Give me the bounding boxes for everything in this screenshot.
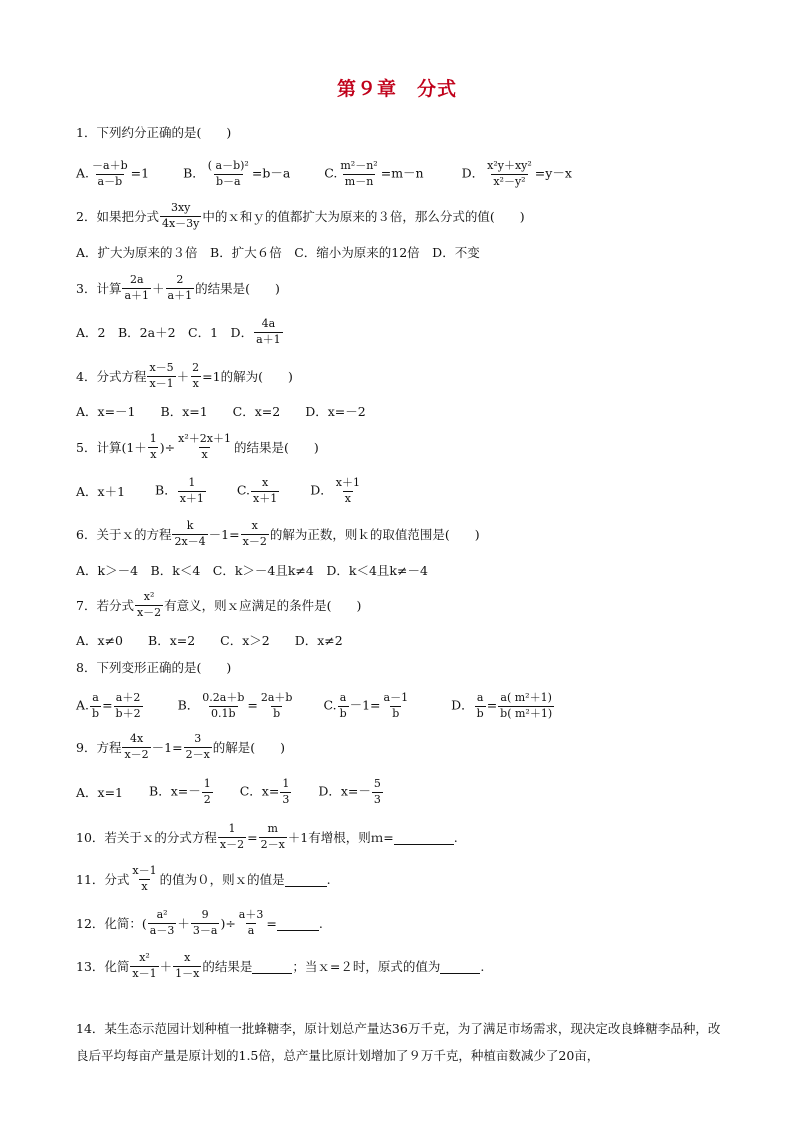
fraction [114, 692, 143, 720]
numerator: a [92, 690, 99, 704]
fraction [254, 318, 283, 346]
question-11-stem: 11．分式 $\frac{x-1}{x}$ 的值为０，则ｘ的值是 . [76, 863, 331, 893]
numerator: x²y＋xy² [487, 158, 532, 172]
fraction [173, 952, 201, 980]
fraction [122, 274, 151, 302]
question-13-stem: 13．化简 $\frac{\text{x²}}{x-1}$ ＋ $\frac{x}{1-x}$ 的结果是 ；当ｘ=２时，原式的值为 . [76, 950, 485, 980]
numerator: m²－n² [340, 158, 378, 172]
question-3-stem: 3．计算 $\frac{2a}{a+1}$ ＋ $\frac{2}{a+1}$ 的结果是( ) [76, 272, 280, 302]
fraction [382, 692, 411, 720]
numerator: 2 [192, 360, 200, 374]
fraction [147, 362, 175, 390]
denominator: a＋1 [256, 332, 281, 346]
numerator: 2 [176, 272, 184, 286]
numerator: 5 [373, 776, 381, 790]
denominator: x－1 [149, 376, 174, 390]
denominator: x＋1 [179, 491, 204, 505]
numerator: 1 [149, 431, 157, 445]
fraction [135, 591, 163, 619]
fraction [190, 362, 201, 390]
fraction [184, 733, 212, 761]
fraction [166, 274, 195, 302]
numerator: 2a＋b [260, 690, 293, 704]
denominator: x＋1 [253, 491, 278, 505]
fraction [172, 520, 207, 548]
fraction [280, 778, 291, 806]
question-5-options: A．x＋1 B． $\frac{1}{x+1}$ C. $\frac{x}{x+1}$ D． $\frac{x+1}{x}$ [76, 475, 360, 505]
denominator: 3 [373, 792, 381, 806]
fraction [122, 733, 150, 761]
denominator: x [201, 447, 208, 461]
question-7-stem: 7．若分式 $\frac{\text{x²}}{x-2}$ 有意义，则ｘ应满足的条件是( ) [76, 589, 362, 619]
fraction [338, 692, 349, 720]
denominator: a－3 [149, 923, 175, 937]
numerator: 9 [201, 907, 209, 921]
denominator: a－b [97, 174, 123, 188]
question-12-stem: 12．化简：( $\frac{\text{a²}}{a-3}$ ＋ $\frac{9}{3-a}$ )÷ $\frac{a+3}{a}$ = . [76, 907, 323, 937]
denominator: 1－x [175, 966, 200, 980]
numerator: x² [139, 950, 150, 964]
question-7-options: A．x≠0 B．x=2 C．x＞2 D．x≠2 [76, 633, 343, 648]
numerator: a＋2 [115, 690, 141, 704]
fraction [338, 160, 379, 188]
denominator: 2－x [185, 747, 210, 761]
fraction [498, 692, 554, 720]
fraction [206, 160, 251, 188]
question-9-stem: 9．方程 $\frac{4x}{x-2}$ －1= $\frac{3}{2-x}$ 的解是( ) [76, 731, 286, 761]
numerator: －a＋b [92, 158, 128, 172]
denominator: x [344, 491, 351, 505]
question-2-options: A．扩大为原来的３倍 B．扩大６倍 C．缩小为原来的12倍 D．不变 [76, 245, 480, 260]
denominator: x [192, 376, 199, 390]
fraction [259, 823, 287, 851]
denominator: b [476, 706, 484, 720]
answer-blank[interactable] [440, 959, 480, 974]
fraction [90, 160, 130, 188]
numerator: a [476, 690, 484, 704]
denominator: x－2 [124, 747, 149, 761]
fraction [200, 692, 246, 720]
denominator: b＋2 [115, 706, 141, 720]
answer-blank[interactable] [394, 830, 454, 845]
question-8-stem: 8．下列变形正确的是( ) [76, 660, 232, 675]
answer-blank[interactable] [285, 872, 327, 887]
question-14-text: 14．某生态示范园计划种植一批蜂糖李，原计划总产量达36万千克，为了满足市场需求，现决定改良蜂糖李品种，改良后平均每亩产量是原计划的1.5倍，总产量比原计划增加了９万千克，种植亩数减少了20亩， [76, 1021, 721, 1063]
option-c: C. $\frac{\text{m²－n²}}{m-n}$ =m－n [324, 158, 424, 188]
denominator: b [92, 706, 100, 720]
denominator: x－2 [242, 534, 267, 548]
fraction [485, 160, 534, 188]
fraction [218, 823, 246, 851]
denominator: 2－x [260, 837, 285, 851]
option-d: D． $\frac{\text{x²y＋xy²}}{\text{x²－y²}}$ =y－x [461, 158, 572, 188]
denominator: b－a [215, 174, 241, 188]
answer-blank[interactable] [252, 959, 292, 974]
numerator: 1 [228, 821, 236, 835]
fraction [251, 477, 279, 505]
numerator: x [184, 950, 191, 964]
fraction [191, 909, 220, 937]
numerator: 1 [188, 475, 196, 489]
numerator: x [251, 518, 258, 532]
question-2-stem: 2．如果把分式 $\frac{3xy}{4x-3y}$ 中的ｘ和ｙ的值都扩大为原来的３倍，那么分式的值( ) [76, 200, 525, 230]
fraction [148, 433, 159, 461]
denominator: b [273, 706, 281, 720]
denominator: x [141, 879, 148, 893]
denominator: 2 [203, 792, 211, 806]
question-6-stem: 6．关于ｘ的方程 $\frac{k}{2x-4}$ －1= $\frac{x}{x-2}$ 的解为正数，则ｋ的取值范围是( ) [76, 518, 480, 548]
question-9-options: A．x=1 B．x=－ $\frac{1}{2}$ C．x= $\frac{1}{3}$ D．x=－ $\frac{5}{3}$ [76, 776, 381, 806]
fraction [202, 778, 213, 806]
fraction [334, 477, 362, 505]
denominator: x－2 [136, 605, 162, 619]
denominator: a＋1 [167, 288, 193, 302]
question-4-options: A．x=－1 B．x=1 C．x=2 D．x=－2 [76, 404, 366, 419]
question-8-options: A. $\frac{a}{b}$ = $\frac{a+2}{b+2}$ B． $\frac{0.2a+b}{0.1b}$ = $\frac{2a+b}{b}$ C. $\frac{a}{b}$ －1= $\frac{a-1}{b}$ D． $\frac{a}{b}$ = $\frac{\text{a( m²＋1)}}{\text{b( m²＋1)}}$ [76, 690, 553, 720]
fraction [237, 909, 266, 937]
fraction [176, 433, 233, 461]
question-1-options [76, 154, 572, 194]
numerator: k [186, 518, 194, 532]
denominator: x－1 [132, 966, 157, 980]
denominator: a [247, 923, 255, 937]
denominator: 2x－4 [174, 534, 206, 548]
fraction [372, 778, 383, 806]
fraction [130, 865, 158, 893]
numerator: a [339, 690, 347, 704]
denominator: x²－y² [493, 174, 526, 188]
numerator: x²＋2x＋1 [178, 431, 231, 445]
answer-blank[interactable] [277, 916, 319, 931]
numerator: x² [143, 589, 155, 603]
numerator: a－1 [383, 690, 409, 704]
numerator: 2a [129, 272, 144, 286]
numerator: x－5 [149, 360, 174, 374]
denominator: 3－a [192, 923, 218, 937]
fraction [90, 692, 101, 720]
numerator: 0.2a＋b [202, 690, 245, 704]
question-1-stem: 1．下列约分正确的是( ) [76, 125, 232, 140]
denominator: 4x－3y [161, 216, 200, 230]
denominator: b [392, 706, 400, 720]
fraction [475, 692, 486, 720]
numerator: 1 [203, 776, 211, 790]
numerator: 1 [282, 776, 290, 790]
fraction [178, 477, 206, 505]
numerator: a² [156, 907, 168, 921]
denominator: 3 [282, 792, 290, 806]
question-6-options: A．k＞－4 B．k＜4 C．k＞－4且k≠4 D．k＜4且k≠－4 [76, 563, 428, 578]
denominator: b( m²＋1) [500, 706, 553, 720]
fraction [259, 692, 295, 720]
option-b: B． $\frac{\text{( a－b)²}}{b-a}$ =b－a [183, 158, 291, 188]
numerator: a( m²＋1) [500, 690, 552, 704]
numerator: a＋3 [238, 907, 264, 921]
numerator: m [267, 821, 278, 835]
fraction [130, 952, 158, 980]
denominator: x [150, 447, 157, 461]
denominator: a＋1 [124, 288, 150, 302]
numerator: 3 [194, 731, 202, 745]
fraction [148, 909, 177, 937]
denominator: m－n [344, 174, 374, 188]
numerator: x－1 [132, 863, 157, 877]
denominator: 0.1b [211, 706, 236, 720]
numerator: x [262, 475, 269, 489]
numerator: x＋1 [335, 475, 360, 489]
numerator: 4a [261, 316, 276, 330]
denominator: x－2 [219, 837, 245, 851]
numerator: 4x [129, 731, 144, 745]
question-4-stem: 4．分式方程 $\frac{x-5}{x-1}$ ＋ $\frac{2}{x}$ =1的解为( ) [76, 360, 293, 390]
numerator: 3xy [170, 200, 191, 214]
question-5-stem: 5．计算(1＋ $\frac{1}{x}$ )÷ $\frac{\text{x²＋2x＋1}}{x}$ 的结果是( ) [76, 431, 319, 461]
question-10-stem: 10．若关于ｘ的分式方程 $\frac{1}{x-2}$ = $\frac{m}{2-x}$ ＋1有增根，则ｍ= . [76, 821, 458, 851]
page-title: 第９章 分式 [336, 78, 457, 100]
denominator: b [339, 706, 347, 720]
fraction [241, 520, 269, 548]
question-3-options: A．2 B．2a＋2 C．1 D． $\frac{4a}{a+1}$ [76, 316, 281, 346]
fraction [160, 202, 201, 230]
numerator: ( a－b)² [207, 158, 249, 172]
option-a: A. $\frac{-a+b}{a-b}$ =1 [76, 158, 150, 188]
